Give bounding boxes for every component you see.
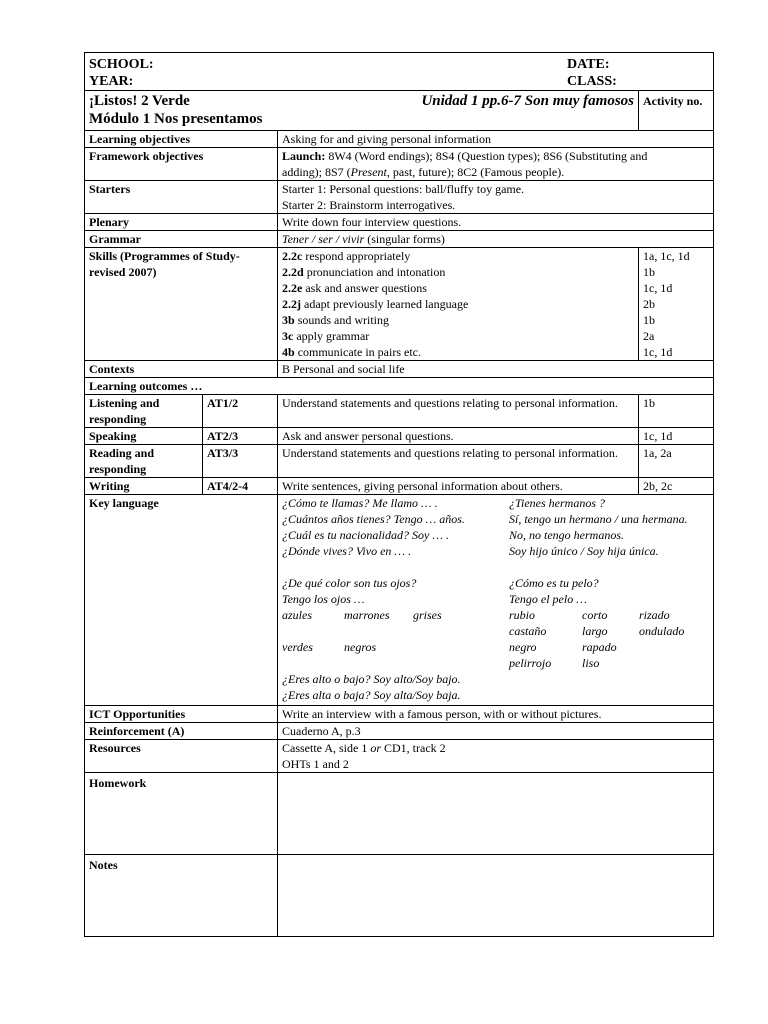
phrase: ¿Cuántos años tienes? Tengo … años.	[282, 512, 465, 526]
learning-outcomes-row	[85, 378, 714, 395]
ict-label: ICT Opportunities	[85, 706, 278, 723]
skills-refs	[639, 248, 714, 361]
phrase: ¿Eres alta o baja? Soy alta/Soy baja.	[282, 688, 461, 702]
skill-item: 2.2e ask and answer questions	[282, 281, 427, 295]
plenary-label: Plenary	[85, 214, 278, 231]
skill-ref: 1b	[643, 265, 655, 279]
date-label: DATE:	[567, 57, 610, 72]
outcome-row	[85, 395, 714, 428]
learning-objectives-row	[85, 131, 714, 148]
ict-text: Write an interview with a famous person, with or without pictures.	[278, 706, 714, 723]
outcome-at: AT1/2	[203, 395, 278, 428]
plenary-text: Write down four interview questions.	[278, 214, 714, 231]
outcome-ref: 1b	[639, 395, 714, 428]
key-language-content	[278, 495, 714, 706]
skills-list	[278, 248, 639, 361]
skill-item: 4b communicate in pairs etc.	[282, 345, 421, 359]
phrase: Soy hijo único / Soy hija única.	[509, 544, 659, 558]
hair-words: rubio corto rizado castaño largo ondulado negro rapado pelirrojo liso	[509, 608, 685, 670]
phrase: ¿Tienes hermanos ?	[509, 496, 605, 510]
phrase: ¿Cuál es tu nacionalidad? Soy … .	[282, 528, 449, 542]
resources-text: Cassette A, side 1 or CD1, track 2 OHTs 1 and 2	[278, 740, 714, 773]
resources-label: Resources	[85, 740, 278, 773]
phrase: Tengo los ojos …	[282, 592, 365, 606]
phrase: ¿Dónde vives? Vivo en … .	[282, 544, 412, 558]
homework-field[interactable]	[278, 773, 714, 855]
grammar-label: Grammar	[85, 231, 278, 248]
class-label: CLASS:	[567, 74, 617, 89]
contexts-text: B Personal and social life	[278, 361, 714, 378]
learning-objectives-text: Asking for and giving personal information	[278, 131, 714, 148]
phrase: Sí, tengo un hermano / una hermana.	[509, 512, 688, 526]
reinforcement-text: Cuaderno A, p.3	[278, 723, 714, 740]
outcome-at: AT2/3	[203, 428, 278, 445]
phrase: Tengo el pelo …	[509, 592, 587, 606]
framework-objectives-row	[85, 148, 714, 181]
skill-ref: 1c, 1d	[643, 345, 673, 359]
reinforcement-label: Reinforcement (A)	[85, 723, 278, 740]
header-row	[85, 53, 714, 91]
contexts-row	[85, 361, 714, 378]
contexts-label: Contexts	[85, 361, 278, 378]
outcome-ref: 2b, 2c	[639, 478, 714, 495]
skill-ref: 1c, 1d	[643, 281, 673, 295]
starters-text: Starter 1: Personal questions: ball/fluffy toy game. Starter 2: Brainstorm interrogatives.	[278, 181, 714, 214]
year-label: YEAR:	[89, 74, 134, 89]
ict-row	[85, 706, 714, 723]
outcome-row	[85, 478, 714, 495]
phrase: No, no tengo hermanos.	[509, 528, 624, 542]
grammar-row	[85, 231, 714, 248]
skill-ref: 2b	[643, 297, 655, 311]
skill-item: 2.2c respond appropriately	[282, 249, 411, 263]
framework-objectives-label: Framework objectives	[85, 148, 278, 181]
outcome-text: Understand statements and questions relating to personal information.	[278, 395, 639, 428]
skills-row	[85, 248, 714, 361]
outcome-row	[85, 445, 714, 478]
outcome-skill: Speaking	[85, 428, 203, 445]
outcome-text: Write sentences, giving personal information about others.	[278, 478, 639, 495]
outcome-ref: 1a, 2a	[639, 445, 714, 478]
homework-label: Homework	[85, 773, 278, 855]
starters-label: Starters	[85, 181, 278, 214]
learning-objectives-label: Learning objectives	[85, 131, 278, 148]
phrase: ¿Eres alto o bajo? Soy alto/Soy bajo.	[282, 672, 461, 686]
phrase: ¿De qué color son tus ojos?	[282, 576, 417, 590]
skills-label: Skills (Programmes of Study-revised 2007)	[85, 248, 278, 361]
homework-row	[85, 773, 714, 855]
skill-item: 2.2j adapt previously learned language	[282, 297, 469, 311]
outcome-text: Understand statements and questions relating to personal information.	[278, 445, 639, 478]
notes-label: Notes	[85, 855, 278, 937]
notes-field[interactable]	[278, 855, 714, 937]
outcome-text: Ask and answer personal questions.	[278, 428, 639, 445]
outcome-row	[85, 428, 714, 445]
skill-item: 3b sounds and writing	[282, 313, 390, 327]
resources-row	[85, 740, 714, 773]
key-language-row	[85, 495, 714, 706]
school-label: SCHOOL:	[89, 57, 154, 72]
launch-label: Launch:	[282, 149, 326, 163]
plenary-row	[85, 214, 714, 231]
learning-outcomes-label: Learning outcomes …	[85, 378, 714, 395]
skill-ref: 2a	[643, 329, 655, 343]
skill-ref: 1b	[643, 313, 655, 327]
outcome-at: AT3/3	[203, 445, 278, 478]
phrase: ¿Cómo te llamas? Me llamo … .	[282, 496, 438, 510]
outcome-skill: Reading and responding	[85, 445, 203, 478]
skill-item: 3c apply grammar	[282, 329, 370, 343]
title-row	[85, 91, 714, 131]
module-title: Módulo 1 Nos presentamos	[89, 111, 263, 127]
activity-number-label: Activity no.	[639, 91, 714, 131]
grammar-text: Tener / ser / vivir (singular forms)	[278, 231, 714, 248]
outcome-ref: 1c, 1d	[639, 428, 714, 445]
lesson-plan-table	[84, 52, 714, 937]
lesson-plan	[84, 52, 713, 955]
outcome-at: AT4/2-4	[203, 478, 278, 495]
phrase: ¿Cómo es tu pelo?	[509, 576, 599, 590]
starters-row	[85, 181, 714, 214]
skill-item: 2.2d pronunciation and intonation	[282, 265, 446, 279]
framework-objectives-text: Launch: 8W4 (Word endings); 8S4 (Question types); 8S6 (Substituting and adding); 8S7 (Present, past, future); 8C2 (Famous people).	[278, 148, 714, 181]
outcome-skill: Listening and responding	[85, 395, 203, 428]
skill-ref: 1a, 1c, 1d	[643, 249, 690, 263]
course-title: ¡Listos! 2 Verde	[89, 93, 190, 109]
unit-title: Unidad 1 pp.6-7 Son muy famosos	[421, 93, 634, 109]
eye-colour-words: azules marrones grises verdes negros	[282, 608, 442, 654]
key-language-label: Key language	[85, 495, 278, 706]
reinforcement-row	[85, 723, 714, 740]
outcome-skill: Writing	[85, 478, 203, 495]
notes-row	[85, 855, 714, 937]
